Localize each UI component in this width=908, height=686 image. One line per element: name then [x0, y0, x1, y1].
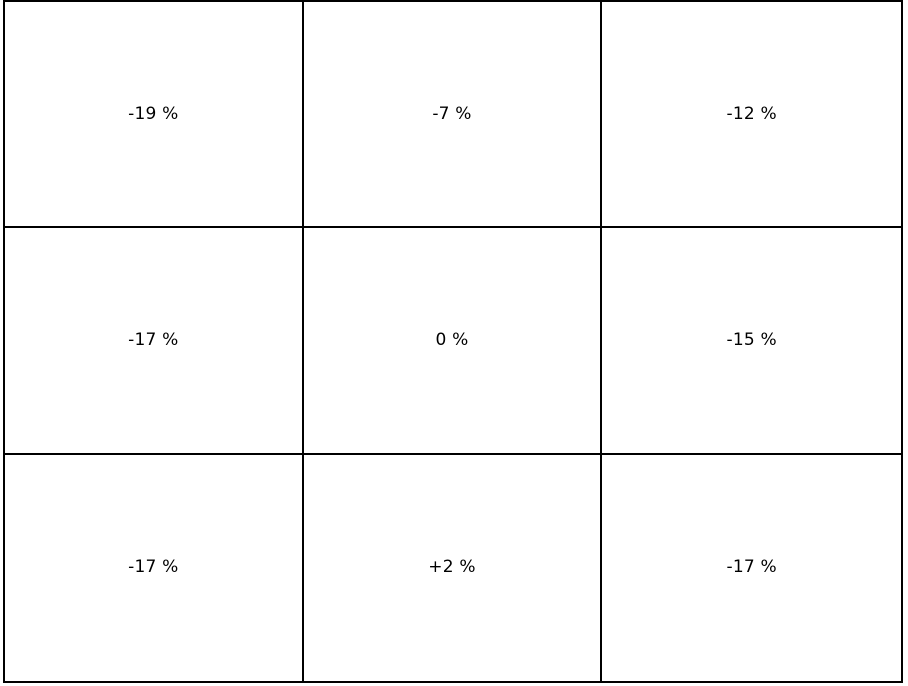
- percent-grid: [3, 0, 903, 683]
- cell-value-r1c0: -17 %: [128, 329, 179, 350]
- grid-cell-r1c1: [304, 228, 603, 454]
- grid-cell-r1c0: [5, 228, 304, 454]
- grid-cell-r2c2: [602, 455, 901, 681]
- grid-cell-r0c1: [304, 2, 603, 228]
- grid-cell-r1c2: [602, 228, 901, 454]
- cell-value-r0c2: -12 %: [726, 103, 777, 124]
- cell-value-r0c0: -19 %: [128, 103, 179, 124]
- cell-value-r1c1: 0 %: [435, 329, 469, 350]
- cell-value-r2c2: -17 %: [726, 557, 777, 578]
- cell-value-r0c1: -7 %: [432, 103, 472, 124]
- grid-cell-r0c2: [602, 2, 901, 228]
- grid-cell-r2c1: [304, 455, 603, 681]
- cell-value-r1c2: -15 %: [726, 329, 777, 350]
- cell-value-r2c0: -17 %: [128, 557, 179, 578]
- grid-cell-r0c0: [5, 2, 304, 228]
- cell-value-r2c1: +2 %: [428, 557, 476, 578]
- grid-cell-r2c0: [5, 455, 304, 681]
